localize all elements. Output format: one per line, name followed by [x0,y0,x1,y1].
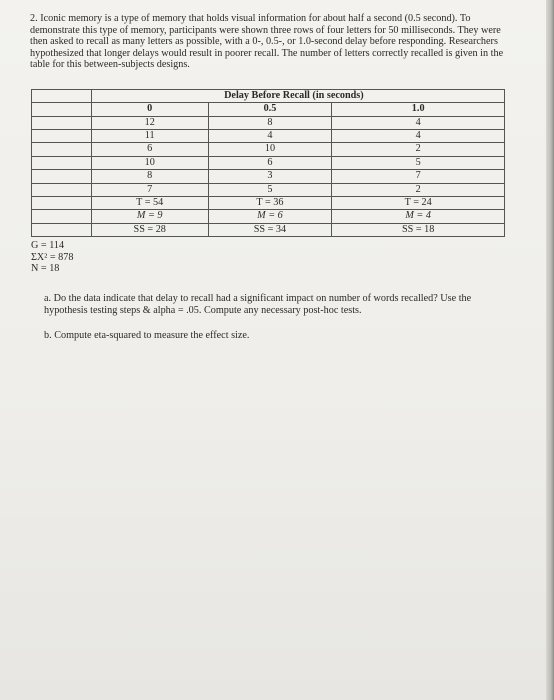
table-cell: 5 [208,183,332,196]
summary-stats [31,240,73,275]
mean-cell: M = 6 [208,210,332,223]
grand-total: G = 114 [31,240,65,251]
table-row [32,156,505,169]
ss-cell: SS = 28 [91,223,208,236]
page-edge [546,0,554,700]
table-row [32,116,505,129]
table-cell: 4 [332,116,505,129]
problem-intro: 2. Iconic memory is a type of memory that holds visual information for about half a second (0.5 second). To demonstrate this type of memory, participants were shown three rows of four letters for 50 milliseconds. They were then asked to recall as many letters as possible, with a 0-, 0.5-, or 1.0-second delay before responding. Researchers hypothesized that longer delays would result in poorer recall. The number of letters correctly recalled is given in the table for this between-subjects designs. [30,13,504,71]
table-row [32,183,505,196]
table-cell: 3 [208,170,332,183]
question-b: b. Compute eta-squared to measure the effect size. [44,330,250,341]
group-header: Delay Before Recall (in seconds) [208,90,504,103]
column-header: 0 [91,103,208,116]
table-cell: 10 [208,143,332,156]
means-row [32,210,505,223]
ss-row [32,223,505,236]
totals-row [32,196,505,209]
table-cell: 7 [332,170,505,183]
ss-cell: SS = 34 [208,223,332,236]
table-cell: 11 [91,130,208,143]
table-cell: 8 [91,170,208,183]
table-header-row [32,103,505,116]
data-table [31,89,505,237]
table-row [32,170,505,183]
total-cell: T = 36 [208,196,332,209]
table-cell: 6 [208,156,332,169]
question-a: a. Do the data indicate that delay to recall had a significant impact on number of words recalled? Use the hypothesis testing steps & alpha = .05. Compute any necessary post-hoc tests. [44,293,472,316]
mean-cell: M = 9 [91,210,208,223]
total-cell: T = 24 [332,196,505,209]
table-cell: 12 [91,116,208,129]
table-cell: 10 [91,156,208,169]
table-cell: 2 [332,183,505,196]
total-n: N = 18 [31,263,60,275]
table-cell: 6 [91,143,208,156]
column-header: 0.5 [208,103,332,116]
sum-x-squared: ΣX² = 878 [31,251,74,263]
table-row [32,143,505,156]
mean-cell: M = 4 [332,210,505,223]
table-cell: 4 [208,130,332,143]
table-header-group [32,90,505,103]
table-cell: 2 [332,143,505,156]
table-cell: 7 [91,183,208,196]
table-cell: 5 [332,156,505,169]
table-body [32,116,505,196]
total-cell: T = 54 [91,196,208,209]
column-header: 1.0 [332,103,505,116]
table-cell: 8 [208,116,332,129]
table-row [32,130,505,143]
ss-cell: SS = 18 [332,223,505,236]
table-cell: 4 [332,130,505,143]
